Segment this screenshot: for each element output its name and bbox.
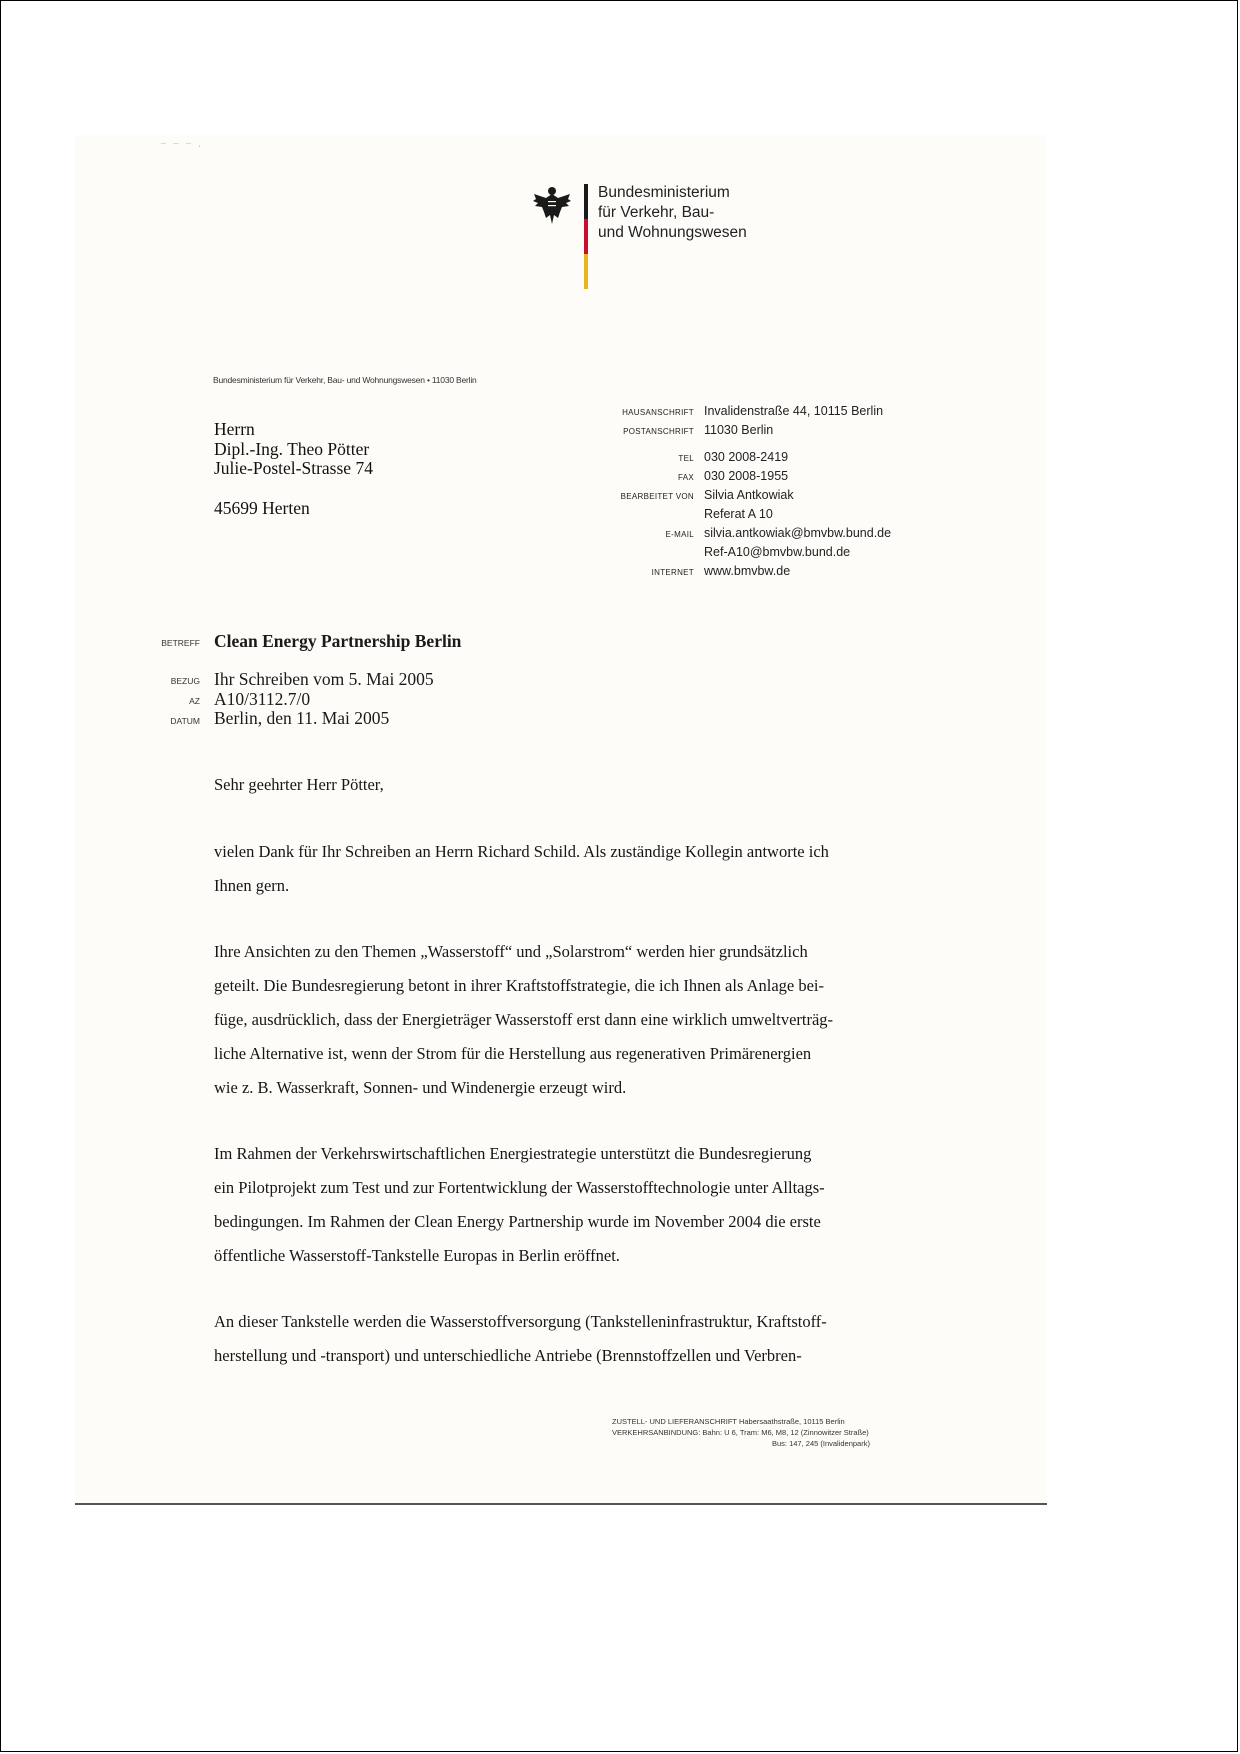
ministry-line: und Wohnungswesen [598, 224, 747, 241]
contact-row [560, 526, 891, 545]
paragraph-2 [214, 935, 954, 1105]
footer-line: VERKEHRSANBINDUNG: Bahn: U 6, Tram: M6, M8, 12 (Zinnowitzer Straße) [612, 1428, 869, 1437]
az-label: AZ [189, 696, 200, 706]
body-line: ein Pilotprojekt zum Test und zur Fortentwicklung der Wasserstofftechnologie unter Alltags- [214, 1178, 825, 1197]
contact-value: Referat A 10 [704, 507, 773, 521]
contact-row [560, 545, 891, 564]
contact-label: INTERNET [651, 568, 694, 577]
ministry-name [598, 183, 747, 243]
sender-return-line: Bundesministerium für Verkehr, Bau- und Wohnungswesen • 11030 Berlin [213, 375, 477, 385]
recipient-city: 45699 Herten [214, 497, 310, 518]
contact-label: FAX [677, 473, 694, 482]
datum-value: Berlin, den 11. Mai 2005 [214, 708, 390, 728]
body-line: Ihre Ansichten zu den Themen „Wasserstoff“ und „Solarstrom“ werden hier grundsätzlich [214, 942, 808, 961]
contact-label: BEARBEITET VON [620, 492, 694, 501]
footer-line: Bus: 147, 245 (Invalidenpark) [772, 1439, 870, 1448]
scan-smudge: ⁻ ⁻ ⁻ · [160, 138, 203, 153]
ministry-line: für Verkehr, Bau- [598, 204, 715, 221]
paragraph-1 [214, 835, 954, 903]
contact-value: 030 2008-2419 [704, 450, 789, 464]
contact-label: POSTANSCHRIFT [623, 427, 694, 436]
contact-value: Silvia Antkowiak [704, 488, 794, 502]
email-link[interactable]: silvia.antkowiak@bmvbw.bund.de [704, 526, 892, 540]
contact-label: E-MAIL [665, 530, 694, 539]
flag-stripe-red [584, 219, 588, 254]
flag-bar [584, 184, 588, 290]
body-line: liche Alternative ist, wenn der Strom für die Herstellung aus regenerativen Primärenergien [214, 1044, 812, 1063]
federal-eagle-icon [532, 184, 572, 226]
footer-line: ZUSTELL- UND LIEFERANSCHRIFT Habersaathstraße, 10115 Berlin [612, 1417, 845, 1426]
contact-row [560, 507, 891, 526]
website-link[interactable]: www.bmvbw.de [704, 564, 791, 578]
body-line: vielen Dank für Ihr Schreiben an Herrn Richard Schild. Als zuständige Kollegin antworte ich [214, 842, 829, 861]
bezug-value: Ihr Schreiben vom 5. Mai 2005 [214, 669, 434, 689]
contact-row [560, 450, 891, 469]
body-line: füge, ausdrücklich, dass der Energieträger Wasserstoff erst dann eine wirklich umweltverträg- [214, 1010, 834, 1029]
body-line: öffentliche Wasserstoff-Tankstelle Europas in Berlin eröffnet. [214, 1246, 620, 1265]
reference-values [214, 670, 434, 729]
flag-stripe-black [584, 184, 588, 219]
contact-row [560, 423, 891, 442]
contact-row [560, 488, 891, 507]
contact-value: 030 2008-1955 [704, 469, 789, 483]
body-line: geteilt. Die Bundesregierung betont in ihrer Kraftstoffstrategie, die ich Ihnen als Anlage bei- [214, 976, 825, 995]
body-line: An dieser Tankstelle werden die Wasserstoffversorgung (Tankstelleninfrastruktur, Kraftstoff- [214, 1312, 827, 1331]
contact-label: TEL [678, 454, 694, 463]
letter-salutation: Sehr geehrter Herr Pötter, [214, 775, 384, 794]
email-link[interactable]: Ref-A10@bmvbw.bund.de [704, 545, 851, 559]
scan-edge [75, 1503, 1047, 1505]
flag-stripe-gold [584, 254, 588, 289]
bezug-label: BEZUG [170, 676, 200, 686]
recipient-name: Dipl.-Ing. Theo Pötter [214, 438, 370, 459]
paragraph-3 [214, 1137, 954, 1273]
body-line: bedingungen. Im Rahmen der Clean Energy Partnership wurde im November 2004 die erste [214, 1212, 821, 1231]
body-line: Ihnen gern. [214, 876, 290, 895]
body-line: herstellung und -transport) und unterschiedliche Antriebe (Brennstoffzellen und Verbren- [214, 1346, 802, 1365]
body-line: wie z. B. Wasserkraft, Sonnen- und Windenergie erzeugt wird. [214, 1078, 627, 1097]
az-value: A10/3112.7/0 [214, 688, 311, 709]
contact-label: HAUSANSCHRIFT [622, 408, 694, 417]
letter-subject: Clean Energy Partnership Berlin [214, 631, 462, 651]
contact-value: 11030 Berlin [704, 423, 774, 437]
datum-label: DATUM [170, 716, 200, 726]
letter-footer [612, 1416, 870, 1449]
recipient-address [214, 420, 373, 518]
contact-row [560, 564, 891, 583]
recipient-salutation: Herrn [214, 419, 255, 439]
body-line: Im Rahmen der Verkehrswirtschaftlichen Energiestrategie unterstützt die Bundesregierung [214, 1144, 812, 1163]
contact-value: Invalidenstraße 44, 10115 Berlin [704, 404, 884, 418]
betreff-label: BETREFF [161, 638, 200, 648]
contact-block [560, 404, 891, 583]
recipient-street: Julie-Postel-Strasse 74 [214, 458, 373, 478]
letter-body [214, 775, 954, 1405]
ministry-line: Bundesministerium [598, 184, 730, 201]
paragraph-4 [214, 1305, 954, 1373]
contact-row [560, 404, 891, 423]
contact-row [560, 469, 891, 488]
